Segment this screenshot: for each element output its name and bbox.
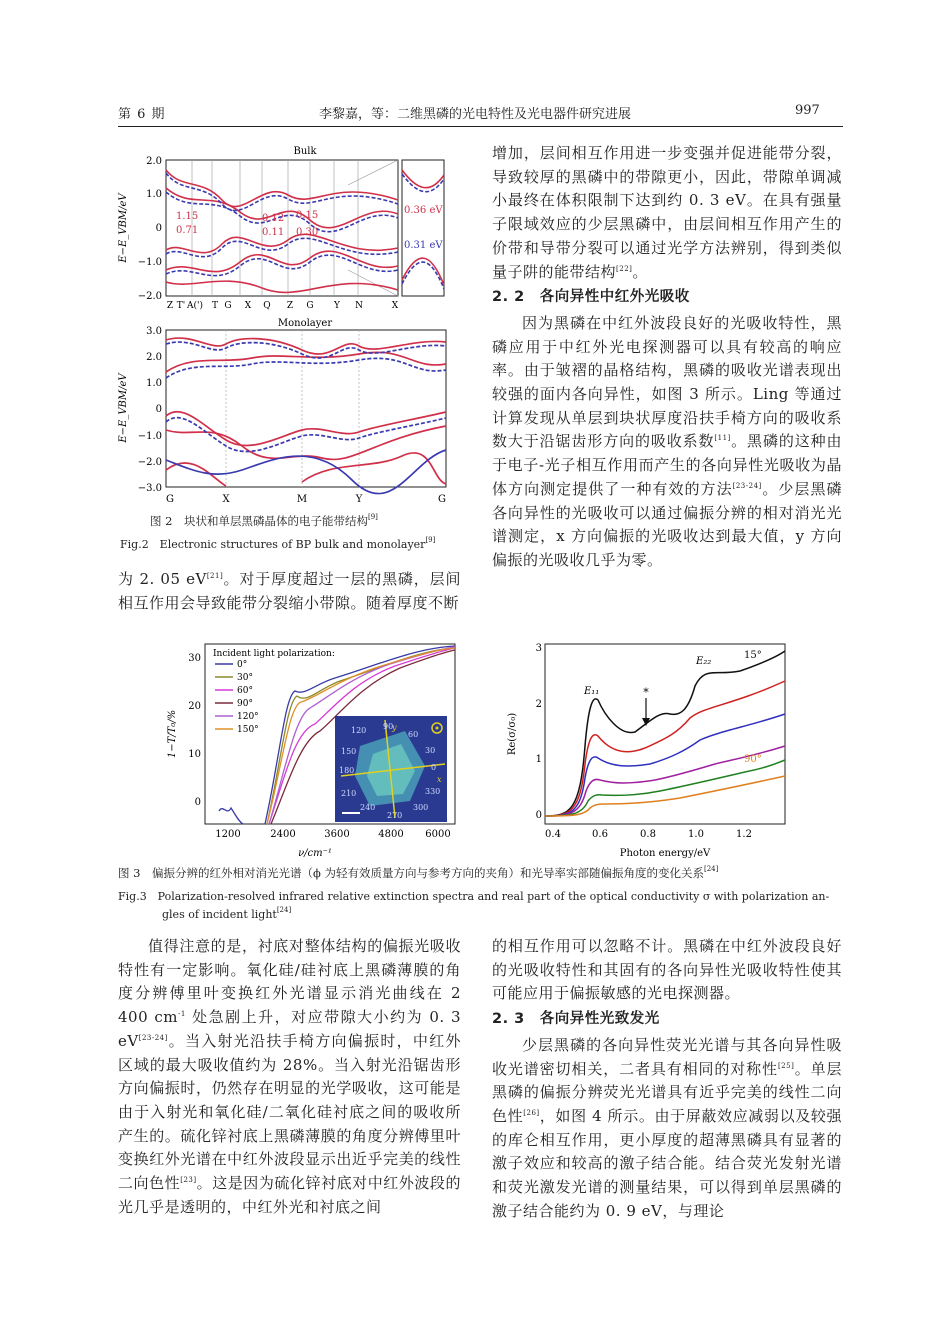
bulk-ytick: 0: [155, 223, 162, 234]
fig3b-yticks: [536, 643, 542, 821]
fig3a-ytick: 30: [188, 653, 201, 664]
inset-angle: 0: [431, 763, 437, 772]
fig3a-inset-micrograph: [335, 716, 447, 822]
mono-ylabel: E−E_VBM/eV: [118, 373, 129, 443]
figure-2-band-structure: [112, 140, 452, 520]
bulk-xtick: A('): [187, 301, 203, 311]
bulk-annotation: 0.11: [262, 227, 285, 238]
inset-angle: 60: [408, 730, 419, 739]
mono-ytick: 3.0: [146, 326, 162, 337]
inset-angle: 240: [360, 803, 376, 812]
fig3a-ytick: 10: [188, 749, 201, 760]
bulk-ytick: 2.0: [146, 156, 162, 167]
bulk-xtick: Q: [263, 301, 271, 311]
fig3b-ytick: 0: [535, 810, 542, 821]
mono-ytick: −1.0: [137, 431, 162, 442]
fig3b-bottom-angle: 90°: [744, 754, 762, 765]
mono-bands: [166, 338, 446, 494]
fig3a-ytick: 20: [188, 701, 201, 712]
bulk-yticks: [138, 156, 162, 302]
fig3a-xticks: [215, 829, 450, 840]
bottom-right-text: 的相互作用可以忽略不计。黑磷在中红外波段良好的光吸收特性和其固有的各向异性光吸收特性使其可能应用于偏振敏感的光电探测器。 2. 3 各向异性光致发光 少层黑磷的各向异性荧光光谱与其各向异性吸收光谱密切相关，二者具有相同的对称性[25]。单层黑磷的偏振分辨荧光光谱具有近乎完美的线性二向色性[26]，如图 4 所示。由于屏蔽效应减弱以及较强的库仑相互作用，更小厚度的超薄黑磷具有显著的激子效应和较高的激子结合能。结合荧光发射光谱和荧光激发光谱的测量结果，可以得到单层黑磷的激子结合能约为 0. 9 eV，与理论: [492, 937, 842, 1220]
fig3b-top-angle: 15°: [744, 650, 762, 661]
bulk-annotation: 0.30: [296, 227, 319, 238]
mono-ytick: 0: [155, 404, 162, 415]
mono-xticks: [166, 494, 446, 505]
left-column-text: 为 2. 05 eV[21]。对于厚度超过一层的黑磷，层间相互作用会导致能带分裂缩小带隙。随着厚度不断: [118, 570, 461, 612]
bulk-xtick: Z: [166, 301, 174, 311]
bulk-annotation: 0.12: [262, 213, 285, 224]
mono-xtick: G: [438, 494, 446, 505]
fig3a-legend-item: 30°: [237, 673, 253, 683]
bulk-xticks: [167, 300, 399, 311]
mono-ytick: 1.0: [146, 378, 162, 389]
fig3a-xtick: 4800: [378, 829, 404, 840]
figure-3b-optical-conductivity: [500, 636, 800, 861]
inset-angle: 30: [425, 746, 436, 755]
fig3b-annotations: [583, 650, 762, 765]
running-title: 李黎嘉，等：二维黑磷的光电特性及光电器件研究进展: [318, 107, 631, 122]
mono-ytick: −3.0: [137, 483, 162, 494]
fig3b-xtick: 0.4: [545, 829, 561, 840]
mono-xtick: G: [166, 494, 174, 505]
inset-axis-label: x: [437, 775, 442, 784]
right-column-text: 增加，层间相互作用进一步变强并促进能带分裂，导致较厚的黑磷中的带隙更小，因此，带隙单调减小最终在体积限制下达到约 0. 3 eV。在具有强量子限域效应的少层黑磷中，由层间相互作用产生的价带和导带分裂可以通过光学方法辨别，得到类似量子阱的能带结构[22]。 2. 2 各向异性中红外光吸收 因为黑磷在中红外波段良好的光吸收特性，黑磷应用于中红外光电探测器可以具有较高的响应率。由于皱褶的晶格结构，黑磷的吸收光谱表现出较强的面内各向异性，如图 3 所示。Ling 等通过计算发现从单层到块状厚度沿扶手椅方向的吸收系数大于沿锯齿形方向的吸收系数[11]。黑磷的这种由于电子-光子相互作用而产生的各向异性光吸收为晶体方向测定提供了一种有效的方法[23-24]。少层黑磷各向异性的光吸收可以通过偏振分辨的相对消光光谱测定，x 方向偏振的光吸收达到最大值，y 方向偏振的光吸收几乎为零。: [492, 144, 842, 569]
fig3b-e11-label: E₁₁: [584, 686, 600, 697]
page-number: 997: [795, 103, 820, 118]
fig3a-legend-item: 60°: [237, 686, 253, 696]
inset-angle: 210: [341, 789, 357, 798]
header-rule: [118, 126, 843, 127]
bulk-title: Bulk: [293, 146, 317, 157]
inset-angle: 180: [339, 766, 355, 775]
bulk-ytick: 1.0: [146, 189, 162, 200]
fig3a-legend-item: 120°: [237, 712, 259, 722]
mono-ytick: 2.0: [146, 352, 162, 363]
mono-yticks: [138, 326, 162, 494]
fig3a-ylabel: 1−T/T₀/%: [167, 709, 178, 759]
figure-2-caption-en: Fig.2 Electronic structures of BP bulk and monolayer[9]: [120, 536, 436, 551]
fig3b-curves: [545, 651, 785, 816]
inset-angle: 330: [425, 787, 441, 796]
fig3a-legend-title: Incident light polarization:: [213, 649, 335, 659]
figure-3-caption-cn: 图 3 偏振分辨的红外相对消光光谱（ϕ 为轻有效质量方向与参考方向的夹角）和光导率实部随偏振角度的变化关系[24]: [118, 865, 719, 880]
bulk-annotation: 1.15: [176, 211, 199, 222]
fig3b-ytick: 1: [535, 754, 542, 765]
bulk-inset-gap-red: 0.36 eV: [404, 205, 443, 216]
inset-angle: 150: [341, 747, 357, 756]
bulk-xtick: X: [391, 301, 399, 311]
fig3a-legend-item: 150°: [237, 725, 259, 735]
fig3a-xtick: 6000: [425, 829, 451, 840]
fig3b-ytick: 2: [535, 699, 542, 710]
fig3b-xlabel: Photon energy/eV: [619, 848, 711, 859]
fig3a-xlabel: ν/cm⁻¹: [298, 848, 332, 859]
fig3a-xtick: 1200: [215, 829, 241, 840]
fig3b-xtick: 0.8: [640, 829, 656, 840]
inset-angle: 120: [351, 726, 367, 735]
fig3b-xtick: 0.6: [592, 829, 608, 840]
inset-angle: 300: [413, 803, 429, 812]
fig3a-legend-item: 90°: [237, 699, 253, 709]
issue-number: 第 6 期: [118, 107, 166, 122]
inset-axis-label: y: [392, 723, 397, 732]
bulk-annotation: 0.71: [176, 225, 199, 236]
bottom-left-text: 值得注意的是，衬底对整体结构的偏振光吸收特性有一定影响。氧化硅/硅衬底上黑磷薄膜的角度分辨傅里叶变换红外光谱显示消光曲线在 2 400 $cm^{-1}$ 处急剧上升，对应带隙大小约为 0. 3 eV[23-24]。当入射光沿扶手椅方向偏振时，中红外区域的最大吸收值约为 28%。当入射光沿锯齿形方向偏振时，仍然存在明显的光学吸收，这可能是由于入射光和氧化硅/二氧化硅衬底之间的吸收所产生的。硫化锌衬底上黑磷薄膜的角度分辨傅里叶变换红外光谱在中红外波段显示出近乎完美的线性二向色性[23]。这是因为硫化锌衬底对中红外波段的光几乎是透明的，中红外光和衬底之间: [118, 937, 461, 1216]
fig3b-xticks: [545, 829, 752, 840]
fig3a-ytick: 0: [194, 797, 201, 808]
fig3a-yticks: [188, 653, 201, 808]
fig3b-e22-label: E₂₂: [696, 656, 712, 667]
mono-kpoint-lines: [226, 330, 359, 487]
fig3b-ytick: 3: [535, 643, 542, 654]
bulk-xtick: G: [306, 301, 314, 311]
mono-title: Monolayer: [277, 318, 333, 329]
fig3b-star-marker: *: [643, 686, 649, 699]
bulk-ytick: −1.0: [137, 257, 162, 268]
bulk-annotation: 0.15: [296, 210, 319, 221]
mono-xtick: X: [222, 494, 230, 505]
fig3a-xtick: 2400: [270, 829, 296, 840]
fig3b-ylabel: Re(σ/σ₀): [507, 712, 518, 756]
bulk-xtick: X: [244, 301, 252, 311]
figure-3a-extinction-spectra: [155, 636, 460, 861]
fig3b-xtick: 1.2: [736, 829, 752, 840]
fig3b-xtick: 1.0: [688, 829, 704, 840]
mono-ytick: −2.0: [137, 457, 162, 468]
section-2-2-heading: 2. 2 各向异性中红外光吸收: [492, 289, 690, 306]
section-2-3-heading: 2. 3 各向异性光致发光: [492, 1011, 660, 1028]
bulk-ytick: −2.0: [137, 291, 162, 302]
bulk-inset-frame: [402, 160, 444, 296]
fig3a-legend-item: 0°: [237, 660, 248, 670]
inset-angle: 90: [383, 722, 394, 731]
bulk-xtick: T: [211, 301, 219, 311]
mono-xtick: Y: [355, 494, 363, 505]
bulk-xtick: G: [224, 301, 232, 311]
bulk-ylabel: E−E_VBM/eV: [118, 193, 129, 263]
figure-2-caption-cn: 图 2 块状和单层黑磷晶体的电子能带结构[9]: [150, 513, 378, 528]
bulk-xtick: N: [355, 301, 363, 311]
bulk-xtick: Z: [286, 301, 294, 311]
bulk-xtick: T': [176, 301, 186, 311]
figure-3-caption-en: Fig.3 Polarization-resolved infrared relative extinction spectra and real part of the optical conductivity σ with polarization an- gles of incident light[24]: [118, 890, 830, 921]
mono-xtick: M: [296, 494, 308, 505]
inset-angle: 270: [387, 811, 403, 820]
fig3a-xtick: 3600: [324, 829, 350, 840]
mono-frame: [166, 330, 446, 487]
bulk-inset-gap-blue: 0.31 eV: [404, 240, 443, 251]
bulk-xtick: Y: [334, 301, 340, 311]
